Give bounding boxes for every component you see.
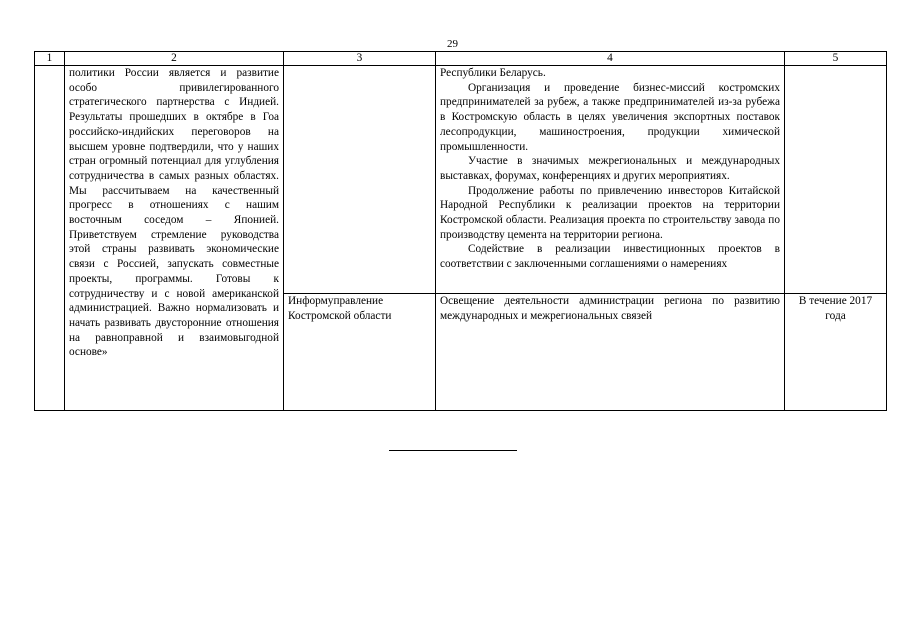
activity-paragraph: Продолжение работы по привлечению инвесторов Китайской Народной Республики к реализации проектов на территории Костромской области. Реализация проекта по строительству завода по производству цемента на территории региона. <box>440 184 780 241</box>
activity-paragraph: Содействие в реализации инвестиционных проектов в соответствии с заключенными соглашениями о намерениях <box>440 243 780 271</box>
deadline-cell-empty <box>785 66 887 294</box>
quote-text-cell <box>65 66 284 411</box>
activity-paragraph: Участие в значимых межрегиональных и международных выставках, форумах, конференциях и других мероприятиях. <box>440 155 780 182</box>
table-row <box>35 66 887 294</box>
activity-paragraph: Республики Беларусь. <box>440 67 546 79</box>
header-cell-4: 4 <box>436 52 785 66</box>
executor-cell-empty <box>284 66 436 294</box>
quote-text: политики России является и развитие особо привилегированного стратегического партнерства с Индией. Результаты прошедших в октябре в Гоа российско-индийских переговоров на высшем уровне подтвердили, что у наших стран огромный потенциал для углубления сотрудничества в самых разных областях. Мы рассчитываем на качественный прогресс в отношениях с нашим восточным соседом – Японией. Приветствуем стремление руководства этой страны развивать экономические связи с Россией, запускать совместные проекты, программы. Готовы к сотрудничеству и с новой американской администрацией. Важно нормализовать и начать развивать двусторонние отношения на равноправной и взаимовыгодной основе» <box>69 67 279 359</box>
executor-cell: Информуправление Костромской области <box>284 294 436 411</box>
page-number: 29 <box>447 38 458 50</box>
activity-cell: Освещение деятельности администрации региона по развитию международных и межрегиональных связей <box>436 294 785 411</box>
table-header-row <box>35 52 887 66</box>
header-cell-2: 2 <box>65 52 284 66</box>
header-cell-5: 5 <box>785 52 887 66</box>
plan-table <box>34 51 887 411</box>
header-cell-3: 3 <box>284 52 436 66</box>
activities-cell <box>436 66 785 294</box>
deadline-cell: В течение 2017 года <box>785 294 887 411</box>
activity-paragraph: Организация и проведение бизнес-миссий костромских предпринимателей за рубеж, а также предпринимателей из-за рубежа в Костромскую область в целях увеличения экспортных поставок лесопродукции, машиностроения, продукции химической промышленности. <box>440 81 780 153</box>
footnote-separator-line <box>389 450 517 451</box>
row-number-cell <box>35 66 65 411</box>
header-cell-1: 1 <box>35 52 65 66</box>
